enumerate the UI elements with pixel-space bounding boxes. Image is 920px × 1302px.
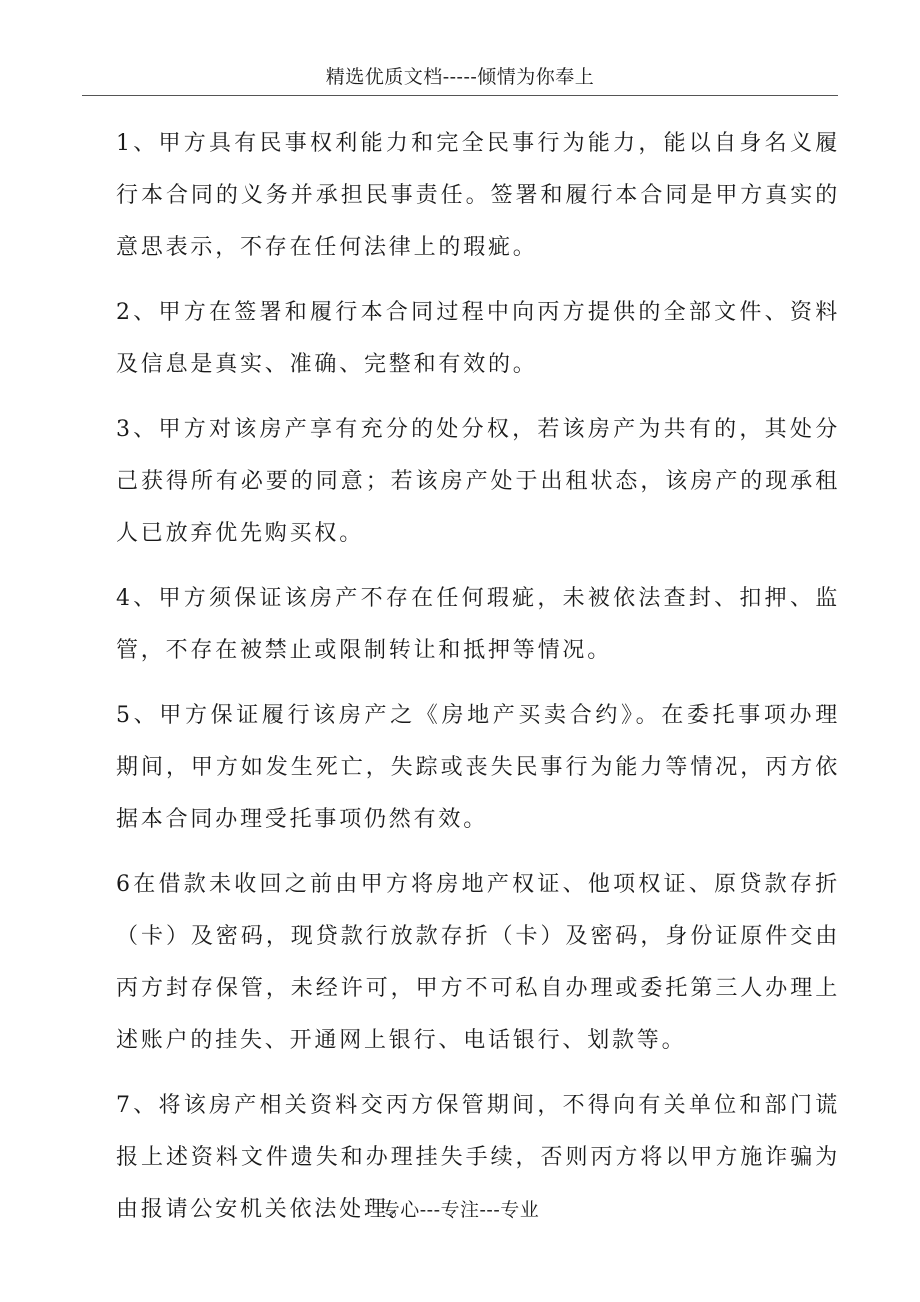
paragraph-2: 2、甲方在签署和履行本合同过程中向丙方提供的全部文件、资料及信息是真实、准确、完整和有效的。 <box>116 300 840 377</box>
paragraph-5: 5、甲方保证履行该房产之《房地产买卖合约》。在委托事项办理期间，甲方如发生死亡，失踪或丧失民事行为能力等情况，丙方依据本合同办理受托事项仍然有效。 <box>116 703 840 832</box>
paragraph-4: 4、甲方须保证该房产不存在任何瑕疵，未被依法查封、扣押、监管，不存在被禁止或限制转让和抵押等情况。 <box>116 586 840 663</box>
page-footer: 专心---专注---专业 <box>380 1199 540 1221</box>
paragraph-6: 6在借款未收回之前由甲方将房地产权证、他项权证、原贷款存折（卡）及密码，现贷款行放款存折（卡）及密码，身份证原件交由丙方封存保管，未经许可，甲方不可私自办理或委托第三人办理上述账户的挂失、开通网上银行、电话银行、划款等。 <box>116 872 840 1053</box>
document-body <box>116 118 840 1249</box>
paragraph-7: 7、将该房产相关资料交丙方保管期间，不得向有关单位和部门谎报上述资料文件遗失和办理挂失手续，否则丙方将以甲方施诈骗为由报请公安机关依法处理。 <box>116 1093 840 1222</box>
header-divider <box>82 95 838 96</box>
paragraph-3: 3、甲方对该房产享有充分的处分权，若该房产为共有的，其处分己获得所有必要的同意；若该房产处于出租状态，该房产的现承租人已放弃优先购买权。 <box>116 417 840 546</box>
paragraph-1: 1、甲方具有民事权利能力和完全民事行为能力，能以自身名义履行本合同的义务并承担民事责任。签署和履行本合同是甲方真实的意思表示，不存在任何法律上的瑕疵。 <box>116 131 840 260</box>
page-header: 精选优质文档-----倾情为你奉上 <box>325 66 595 88</box>
